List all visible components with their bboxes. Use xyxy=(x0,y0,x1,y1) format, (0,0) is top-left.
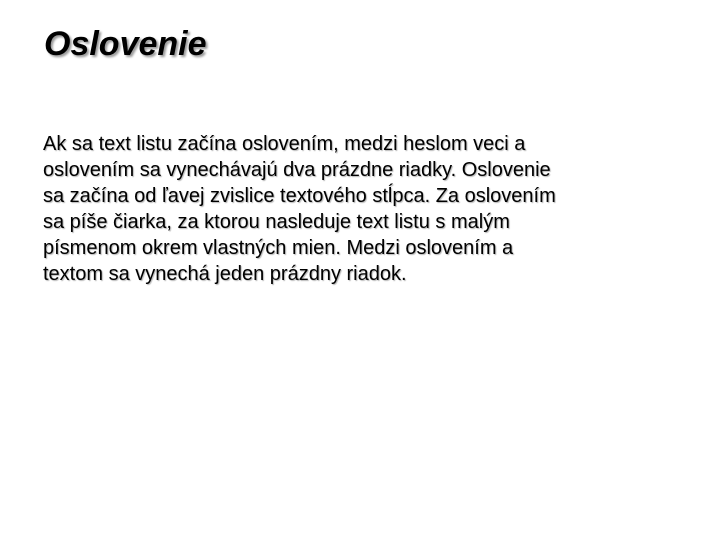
body-line: sa začína od ľavej zvislice textového stĺpca. Za oslovením xyxy=(43,185,556,207)
body-line: textom sa vynechá jeden prázdny riadok. xyxy=(43,263,407,285)
body-line: Ak sa text listu začína oslovením, medzi heslom veci a xyxy=(43,133,526,155)
body-line: sa píše čiarka, za ktorou nasleduje text listu s malým xyxy=(43,211,510,233)
body-line: písmenom okrem vlastných mien. Medzi oslovením a xyxy=(43,237,514,259)
body-line: oslovením sa vynechávajú dva prázdne riadky. Oslovenie xyxy=(43,159,551,181)
slide-body-text xyxy=(43,131,683,287)
slide-title: Oslovenie xyxy=(44,25,207,63)
